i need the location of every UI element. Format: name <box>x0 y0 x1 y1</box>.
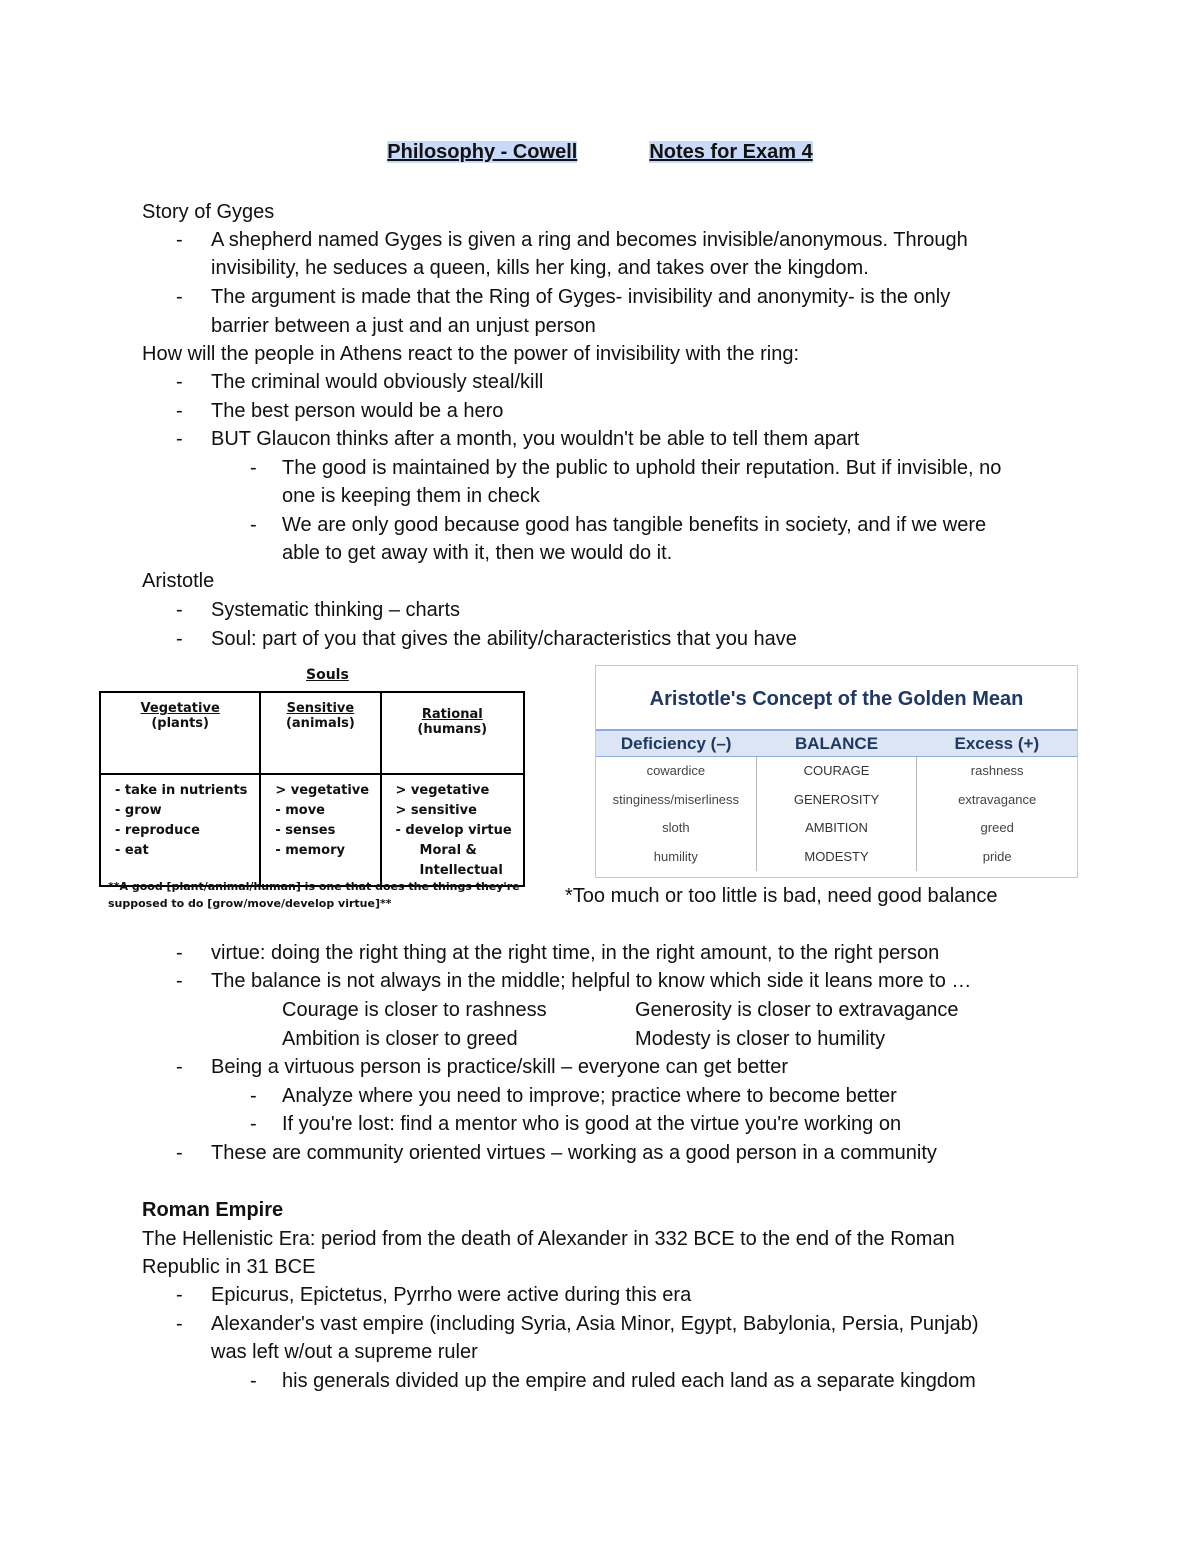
virtue-bullet-1: virtue: doing the right thing at the right time, in the right amount, to the right person <box>211 942 940 964</box>
virtue-bullet-3: Being a virtuous person is practice/skill – everyone can get better <box>211 1056 788 1078</box>
souls-item: - reproduce <box>115 823 200 838</box>
souls-cell-sensitive <box>260 774 380 886</box>
bullet-dash: - <box>176 229 183 251</box>
aristotle-bullet-1: Systematic thinking – charts <box>211 599 460 621</box>
bullet-dash: - <box>176 1142 183 1164</box>
bullet-dash: - <box>176 628 183 650</box>
souls-item: - develop virtue <box>395 823 512 838</box>
souls-table-title: Souls <box>306 667 349 683</box>
golden-mean-figure <box>595 665 1078 878</box>
souls-item: - take in nutrients <box>115 783 248 798</box>
virtue-comparison-4: Modesty is closer to humility <box>635 1028 886 1050</box>
bullet-dash: - <box>176 428 183 450</box>
golden-mean-cell: AMBITION <box>805 820 868 835</box>
golden-mean-cell: humility <box>653 848 698 864</box>
souls-item: - eat <box>115 843 149 858</box>
virtue-sub-2: If you're lost: find a mentor who is good at the virtue you're working on <box>282 1113 902 1135</box>
souls-item: Moral & <box>419 843 477 858</box>
souls-item: > vegetative <box>395 783 490 798</box>
gyges-bullet-1-line-2: invisibility, he seduces a queen, kills her king, and takes over the kingdom. <box>211 257 869 279</box>
virtue-bullet-4: These are community oriented virtues – working as a good person in a community <box>211 1142 937 1164</box>
golden-mean-cell: sloth <box>662 820 690 835</box>
golden-mean-header: BALANCE <box>794 734 879 753</box>
souls-header-name: Vegetative <box>140 701 220 716</box>
souls-header-cell <box>260 692 380 774</box>
gyges-bullet-2-line-1: The argument is made that the Ring of Gyges- invisibility and anonymity- is the only <box>211 286 951 308</box>
souls-header-name: Sensitive <box>286 701 355 716</box>
bullet-dash: - <box>176 942 183 964</box>
golden-mean-cell: extravagance <box>958 791 1037 807</box>
virtue-comparison-3: Ambition is closer to greed <box>282 1028 518 1050</box>
golden-mean-caption: *Too much or too little is bad, need good balance <box>565 885 998 907</box>
gyges-heading: Story of Gyges <box>142 201 275 223</box>
souls-header-name: Rational <box>421 707 483 722</box>
athens-bullet-1: The criminal would obviously steal/kill <box>211 371 544 393</box>
bullet-dash: - <box>176 400 183 422</box>
golden-mean-header: Excess (+) <box>954 734 1040 753</box>
golden-mean-cell: stinginess/miserliness <box>612 791 740 807</box>
souls-table <box>99 691 525 887</box>
golden-mean-cell: GENEROSITY <box>793 791 880 807</box>
souls-table-body-row <box>100 774 524 886</box>
page-title <box>0 141 1200 164</box>
gyges-bullet-2-line-2: barrier between a just and an unjust person <box>211 315 596 337</box>
golden-mean-cell: cowardice <box>646 763 706 778</box>
bullet-dash: - <box>176 371 183 393</box>
souls-item: - senses <box>275 823 336 838</box>
bullet-dash: - <box>250 1370 257 1392</box>
golden-mean-deficiency-column <box>596 757 757 871</box>
souls-item: > vegetative <box>275 783 370 798</box>
roman-paragraph-line-1: The Hellenistic Era: period from the death of Alexander in 332 BCE to the end of the Roman <box>142 1228 955 1250</box>
souls-item: Intellectual <box>419 863 503 878</box>
souls-footnote: **A good [plant/animal/human] is one that does the things they're supposed to do [grow/move/develop virtue]** <box>108 880 520 910</box>
golden-mean-cell: pride <box>982 848 1012 864</box>
souls-header-cell <box>100 692 260 774</box>
golden-mean-title: Aristotle's Concept of the Golden Mean <box>596 666 1077 731</box>
golden-mean-cell: COURAGE <box>803 763 870 778</box>
athens-sub-2-line-1: We are only good because good has tangible benefits in society, and if we were <box>282 514 987 536</box>
golden-mean-cell: greed <box>980 820 1014 835</box>
roman-bullet-2-line-2: was left w/out a supreme ruler <box>211 1341 478 1363</box>
bullet-dash: - <box>176 1056 183 1078</box>
athens-bullet-2: The best person would be a hero <box>211 400 504 422</box>
souls-header-sub: (plants) <box>151 716 209 731</box>
souls-table-header-row <box>100 692 524 774</box>
bullet-dash: - <box>176 1284 183 1306</box>
souls-header-cell <box>381 692 524 774</box>
bullet-dash: - <box>176 286 183 308</box>
souls-header-sub: (humans) <box>417 722 488 737</box>
golden-mean-header-row <box>596 731 1077 757</box>
bullet-dash: - <box>176 599 183 621</box>
bullet-dash: - <box>250 1113 257 1135</box>
aristotle-bullet-2: Soul: part of you that gives the ability/characteristics that you have <box>211 628 797 650</box>
athens-bullet-3: BUT Glaucon thinks after a month, you wouldn't be able to tell them apart <box>211 428 860 450</box>
bullet-dash: - <box>250 514 257 536</box>
virtue-bullet-2: The balance is not always in the middle; helpful to know which side it leans more to … <box>211 970 972 992</box>
athens-sub-2-line-2: able to get away with it, then we would do it. <box>282 542 673 564</box>
roman-bullet-1: Epicurus, Epictetus, Pyrrho were active during this era <box>211 1284 692 1306</box>
golden-mean-body <box>596 757 1077 871</box>
roman-bullet-2-line-1: Alexander's vast empire (including Syria, Asia Minor, Egypt, Babylonia, Persia, Punjab) <box>211 1313 979 1335</box>
virtue-sub-1: Analyze where you need to improve; practice where to become better <box>282 1085 897 1107</box>
bullet-dash: - <box>176 970 183 992</box>
gyges-bullet-1-line-1: A shepherd named Gyges is given a ring and becomes invisible/anonymous. Through <box>211 229 968 251</box>
bullet-dash: - <box>250 457 257 479</box>
souls-item: - grow <box>115 803 162 818</box>
souls-cell-rational <box>381 774 524 886</box>
athens-sub-1-line-2: one is keeping them in check <box>282 485 540 507</box>
roman-paragraph-line-2: Republic in 31 BCE <box>142 1256 316 1278</box>
bullet-dash: - <box>176 1313 183 1335</box>
title-left: Philosophy - Cowell <box>387 141 578 163</box>
souls-item: - move <box>275 803 326 818</box>
athens-sub-1-line-1: The good is maintained by the public to uphold their reputation. But if invisible, no <box>282 457 1002 479</box>
golden-mean-balance-column <box>757 757 918 871</box>
souls-item: > sensitive <box>395 803 477 818</box>
golden-mean-cell: MODESTY <box>804 848 869 864</box>
virtue-comparison-2: Generosity is closer to extravagance <box>635 999 959 1021</box>
bullet-dash: - <box>250 1085 257 1107</box>
golden-mean-excess-column <box>917 757 1077 871</box>
aristotle-heading: Aristotle <box>142 570 215 592</box>
roman-heading: Roman Empire <box>142 1199 284 1221</box>
athens-heading: How will the people in Athens react to the power of invisibility with the ring: <box>142 343 800 365</box>
title-right: Notes for Exam 4 <box>649 141 813 163</box>
golden-mean-header: Deficiency (–) <box>620 734 732 753</box>
souls-item: - memory <box>275 843 345 858</box>
virtue-comparison-1: Courage is closer to rashness <box>282 999 547 1021</box>
souls-header-sub: (animals) <box>285 716 355 731</box>
golden-mean-cell: rashness <box>970 763 1024 778</box>
souls-cell-vegetative <box>100 774 260 886</box>
roman-sub-1: his generals divided up the empire and ruled each land as a separate kingdom <box>282 1370 976 1392</box>
